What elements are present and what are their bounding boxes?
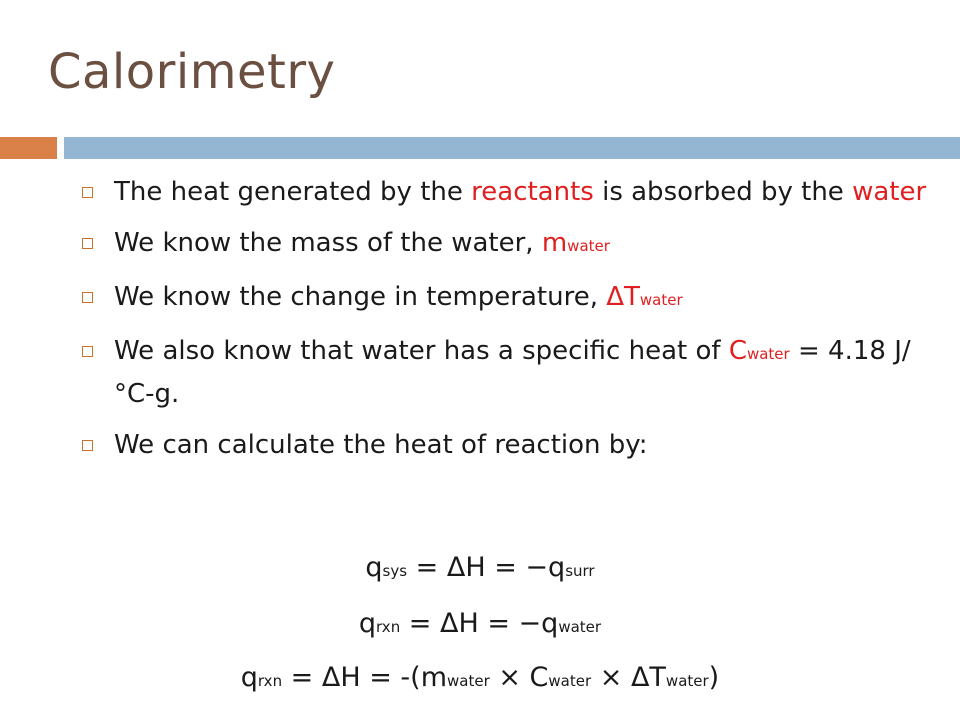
equation-calorimetry: qrxn = ΔH = -(mwater × Cwater × ΔTwater) (240, 662, 720, 693)
bullet-item: We can calculate the heat of reaction by: (74, 425, 934, 465)
accent-bar-orange (0, 137, 57, 159)
square-bullet-icon (82, 440, 93, 451)
specific-heat-symbol: Cwater (728, 336, 790, 366)
mass-symbol: mwater (541, 228, 610, 258)
square-bullet-icon (82, 346, 93, 357)
bullet-item: We also know that water has a specific heat of Cwater = 4.18 J/°C-g. (74, 331, 934, 414)
equation-system: qsys = ΔH = −qsurr (365, 552, 595, 583)
square-bullet-icon (82, 292, 93, 303)
accent-bar-blue (64, 137, 960, 159)
bullet-item: We know the change in temperature, ΔTwater (74, 277, 934, 320)
slide-title: Calorimetry (48, 44, 336, 100)
square-bullet-icon (82, 238, 93, 249)
highlight-water: water (852, 177, 927, 207)
bullet-item: The heat generated by the reactants is absorbed by the water (74, 172, 934, 212)
equation-reaction: qrxn = ΔH = −qwater (358, 608, 602, 639)
square-bullet-icon (82, 187, 93, 198)
highlight-reactants: reactants (471, 177, 594, 207)
bullet-list (74, 172, 934, 476)
bullet-item: We know the mass of the water, mwater (74, 223, 934, 266)
delta-t-symbol: ΔTwater (606, 282, 683, 312)
